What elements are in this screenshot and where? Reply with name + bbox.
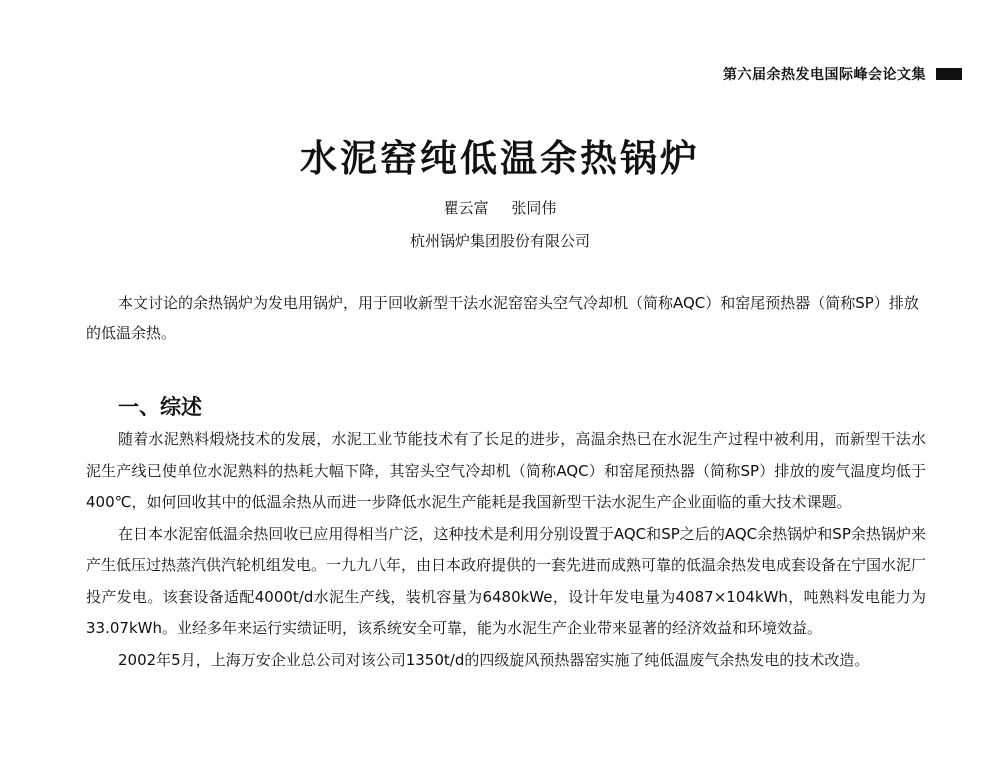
abstract: 本文讨论的余热锅炉为发电用锅炉，用于回收新型干法水泥窑窑头空气冷却机（简称AQC）和窑尾预热器（简称SP）排放的低温余热。: [86, 294, 919, 342]
running-header-row: [723, 64, 962, 84]
body-paragraph: 随着水泥熟料煅烧技术的发展，水泥工业节能技术有了长足的进步，高温余热已在水泥生产过程中被利用，而新型干法水泥生产线已使单位水泥熟料的热耗大幅下降，其窑头空气冷却机（简称AQC）和窑尾预热器（简称SP）排放的废气温度均低于400℃，如何回收其中的低温余热从而进一步降低水泥生产能耗是我国新型干法水泥生产企业面临的重大技术课题。: [86, 430, 926, 511]
section-body: [86, 424, 926, 676]
header-bar-decoration: [936, 68, 962, 80]
affiliation: 杭州锅炉集团股份有限公司: [409, 232, 590, 250]
section-heading: 一、综述: [118, 395, 202, 419]
running-header: 第六届余热发电国际峰会论文集: [723, 67, 926, 83]
body-paragraph: 在日本水泥窑低温余热回收已应用得相当广泛，这种技术是利用分别设置于AQC和SP之后的AQC余热锅炉和SP余热锅炉来产生低压过热蒸汽供汽轮机组发电。一九九八年，由日本政府提供的一套先进而成熟可靠的低温余热发电成套设备在宁国水泥厂投产发电。该套设备适配4000t/d水泥生产线，装机容量为6480kWe，设计年发电量为4087×104kWh，吨熟料发电能力为33.07kWh。业经多年来运行实绩证明，该系统安全可靠，能为水泥生产企业带来显著的经济效益和环境效益。: [86, 524, 927, 637]
body-paragraph: 2002年5月，上海万安企业总公司对该公司1350t/d的四级旋风预热器窑实施了纯低温废气余热发电的技术改造。: [118, 650, 870, 669]
authors: 瞿云富 张同伟: [443, 199, 557, 217]
paper-title: 水泥窑纯低温余热锅炉: [300, 137, 700, 180]
